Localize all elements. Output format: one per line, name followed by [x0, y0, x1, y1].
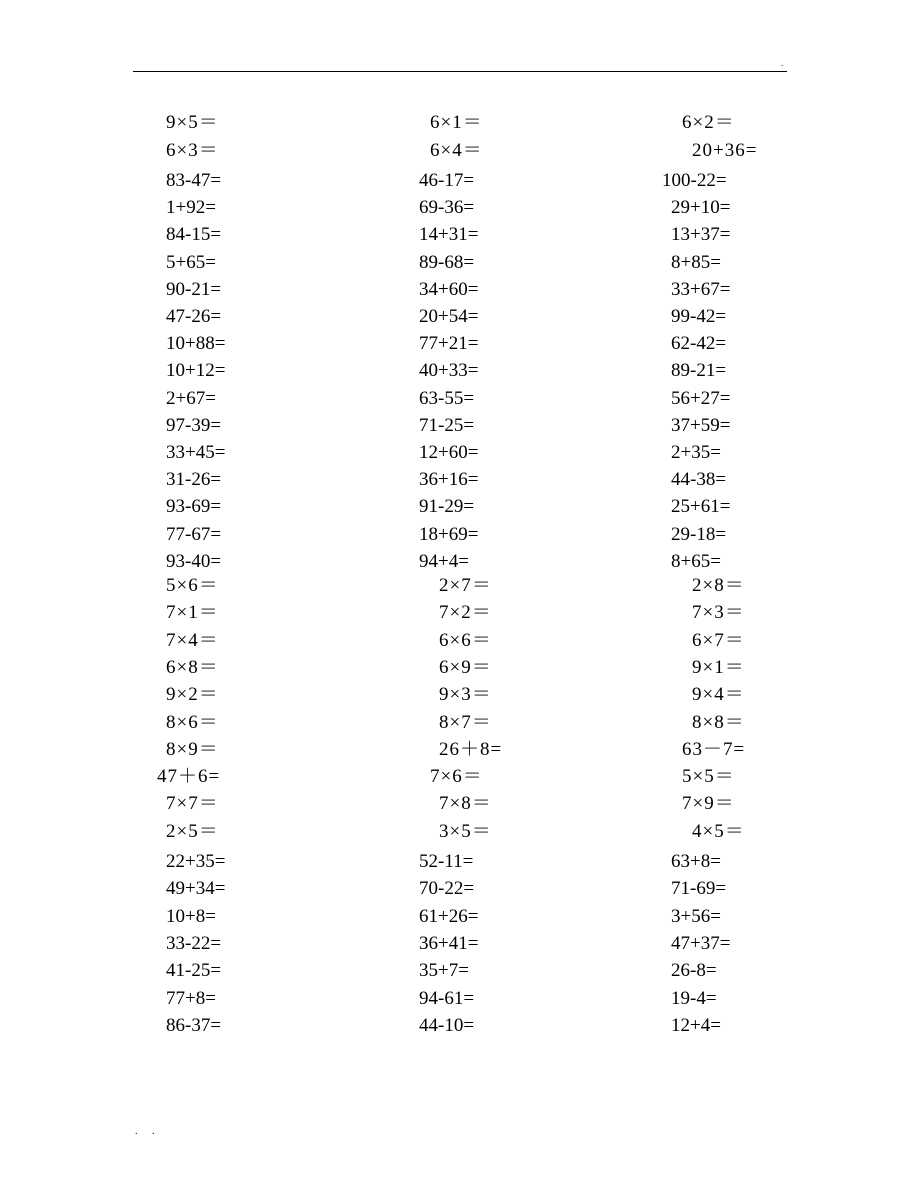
math-problem: 47+37=: [671, 933, 731, 954]
footer-mark: . .: [135, 1126, 161, 1137]
math-problem: 22+35=: [166, 851, 226, 872]
math-problem: 56+27=: [671, 388, 731, 409]
math-problem: 63－7=: [682, 739, 746, 760]
math-problem: 6×2＝: [682, 112, 735, 133]
math-problem: 10+88=: [166, 333, 226, 354]
math-problem: 8+65=: [671, 551, 721, 572]
math-problem: 18+69=: [419, 524, 479, 545]
math-problem: 10+12=: [166, 360, 226, 381]
math-problem: 7×3＝: [692, 602, 745, 623]
header-rule: [133, 71, 787, 72]
math-problem: 77+21=: [419, 333, 479, 354]
math-problem: 9×3＝: [439, 684, 492, 705]
math-problem: 7×7＝: [166, 793, 219, 814]
math-problem: 9×1＝: [692, 657, 745, 678]
math-problem: 20+36=: [692, 140, 758, 161]
math-problem: 25+61=: [671, 496, 731, 517]
math-problem: 9×5＝: [166, 112, 219, 133]
math-problem: 1+92=: [166, 197, 216, 218]
math-problem: 90-21=: [166, 279, 222, 300]
header-mark: .: [781, 58, 784, 68]
math-problem: 29-18=: [671, 524, 727, 545]
math-problem: 86-37=: [166, 1015, 222, 1036]
math-problem: 6×4＝: [430, 140, 483, 161]
math-problem: 63-55=: [419, 388, 475, 409]
math-problem: 69-36=: [419, 197, 475, 218]
math-problem: 46-17=: [419, 170, 475, 191]
math-problem: 34+60=: [419, 279, 479, 300]
math-problem: 31-26=: [166, 469, 222, 490]
math-problem: 44-38=: [671, 469, 727, 490]
math-problem: 14+31=: [419, 224, 479, 245]
math-problem: 2×7＝: [439, 575, 492, 596]
math-problem: 5×5＝: [682, 766, 735, 787]
math-problem: 36+16=: [419, 469, 479, 490]
math-problem: 26＋8=: [439, 739, 503, 760]
math-problem: 9×2＝: [166, 684, 219, 705]
math-problem: 83-47=: [166, 170, 222, 191]
math-problem: 7×8＝: [439, 793, 492, 814]
math-problem: 20+54=: [419, 306, 479, 327]
math-problem: 5×6＝: [166, 575, 219, 596]
math-problem: 5+65=: [166, 252, 216, 273]
math-problem: 6×1＝: [430, 112, 483, 133]
math-problem: 29+10=: [671, 197, 731, 218]
math-problem: 91-29=: [419, 496, 475, 517]
math-problem: 49+34=: [166, 878, 226, 899]
math-problem: 33-22=: [166, 933, 222, 954]
math-problem: 47＋6=: [157, 766, 221, 787]
math-problem: 2+67=: [166, 388, 216, 409]
math-problem: 6×6＝: [439, 630, 492, 651]
math-problem: 4×5＝: [692, 821, 745, 842]
math-problem: 63+8=: [671, 851, 721, 872]
math-problem: 84-15=: [166, 224, 222, 245]
math-problem: 7×2＝: [439, 602, 492, 623]
math-problem: 71-69=: [671, 878, 727, 899]
math-problem: 93-40=: [166, 551, 222, 572]
math-problem: 40+33=: [419, 360, 479, 381]
math-problem: 13+37=: [671, 224, 731, 245]
math-problem: 7×1＝: [166, 602, 219, 623]
math-problem: 33+67=: [671, 279, 731, 300]
math-problem: 94-61=: [419, 988, 475, 1009]
math-problem: 3×5＝: [439, 821, 492, 842]
math-problem: 2×8＝: [692, 575, 745, 596]
math-problem: 7×6＝: [430, 766, 483, 787]
math-problem: 7×4＝: [166, 630, 219, 651]
math-problem: 2×5＝: [166, 821, 219, 842]
math-problem: 6×3＝: [166, 140, 219, 161]
math-problem: 12+60=: [419, 442, 479, 463]
math-problem: 7×9＝: [682, 793, 735, 814]
math-problem: 99-42=: [671, 306, 727, 327]
math-problem: 8×7＝: [439, 712, 492, 733]
math-problem: 44-10=: [419, 1015, 475, 1036]
math-problem: 8+85=: [671, 252, 721, 273]
math-problem: 94+4=: [419, 551, 469, 572]
math-problem: 10+8=: [166, 906, 216, 927]
math-problem: 8×6＝: [166, 712, 219, 733]
math-problem: 26-8=: [671, 960, 717, 981]
math-problem: 8×9＝: [166, 739, 219, 760]
math-problem: 6×8＝: [166, 657, 219, 678]
math-problem: 62-42=: [671, 333, 727, 354]
math-problem: 6×7＝: [692, 630, 745, 651]
math-problem: 97-39=: [166, 415, 222, 436]
math-problem: 77-67=: [166, 524, 222, 545]
math-problem: 8×8＝: [692, 712, 745, 733]
math-problem: 41-25=: [166, 960, 222, 981]
math-problem: 33+45=: [166, 442, 226, 463]
math-problem: 36+41=: [419, 933, 479, 954]
math-problem: 71-25=: [419, 415, 475, 436]
math-problem: 3+56=: [671, 906, 721, 927]
math-problem: 70-22=: [419, 878, 475, 899]
math-problem: 52-11=: [419, 851, 474, 872]
math-problem: 89-68=: [419, 252, 475, 273]
math-problem: 6×9＝: [439, 657, 492, 678]
math-problem: 77+8=: [166, 988, 216, 1009]
math-problem: 93-69=: [166, 496, 222, 517]
math-problem: 12+4=: [671, 1015, 721, 1036]
math-problem: 100-22=: [662, 170, 727, 191]
math-problem: 37+59=: [671, 415, 731, 436]
math-problem: 61+26=: [419, 906, 479, 927]
math-problem: 35+7=: [419, 960, 469, 981]
math-problem: 9×4＝: [692, 684, 745, 705]
math-problem: 2+35=: [671, 442, 721, 463]
math-problem: 19-4=: [671, 988, 717, 1009]
math-problem: 47-26=: [166, 306, 222, 327]
math-problem: 89-21=: [671, 360, 727, 381]
